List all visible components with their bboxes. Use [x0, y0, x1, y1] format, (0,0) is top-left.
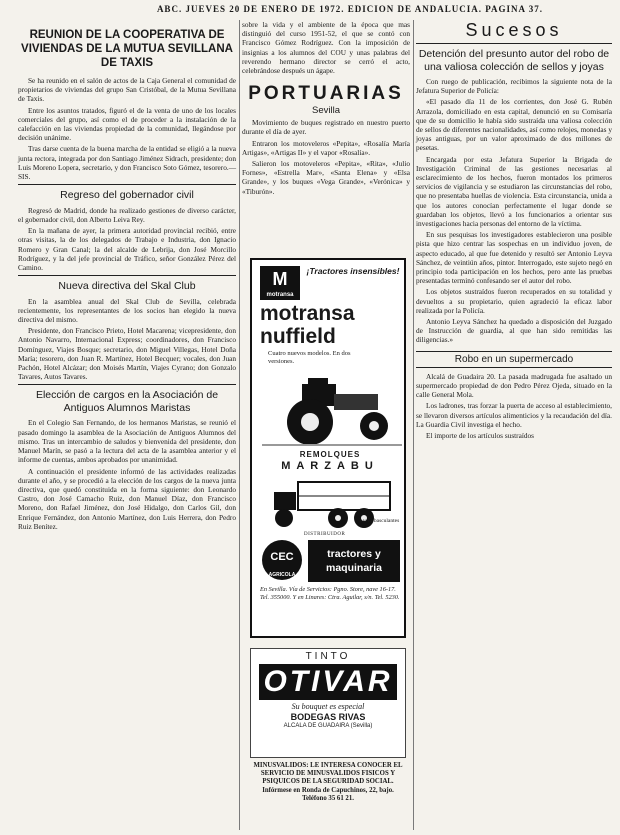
section-rule	[18, 275, 236, 276]
headline-portuarias: PORTUARIAS	[248, 83, 404, 105]
article-paragraph: Regresó de Madrid, donde ha realizado gestiones de diverso carácter, el gobernador civil, don Alberto Leiva Rey.	[18, 205, 236, 224]
advertisement-tractors	[250, 258, 406, 638]
article-paragraph: Se ha reunido en el salón de actos de la Caja General el comunidad de propietarios de viviendas del grupo San Cristóbal, de la Mutua Sevillana de Taxis.	[18, 76, 236, 104]
notice-minusvalidos: MINUSVALIDOS: LE INTERESA CONOCER EL SERVICIO DE MINUSVALIDOS FISICOS Y PSIQUICOS DE LA SEGURIDAD SOCIAL. Infórmese en Ronda de Capuchinos, 22, bajo. Teléfono 35 61 21.	[253, 762, 403, 802]
ad-bodegas: BODEGAS RIVAS	[290, 712, 366, 722]
article-paragraph: Entraron los motoveleros «Pepita», «Rosalía María Artigas», «Artigas II» y el vapor «Rosalía».	[242, 138, 410, 157]
article-paragraph: Antonio Leyva Sánchez ha quedado a disposición del Juzgado de Instrucción de guardia, al que han sido remitidas las diligencias.»	[416, 317, 612, 345]
column-right	[416, 20, 612, 442]
headline-robo-supermercado: Robo en un supermercado	[416, 351, 612, 368]
article-paragraph: Tras darse cuenta de la buena marcha de la entidad se eligió a la nueva junta rectora, integrada por don Santiago Jiménez Sidrach, presidente; don Luis Moreno Lopera, secretario, y don Francisco Soto Gómez, tesorero.—SIS.	[18, 144, 236, 182]
brand-name-nuffield: nuffield	[260, 325, 336, 348]
column-middle	[242, 20, 410, 198]
column-divider	[239, 20, 240, 830]
ad-tinto: TINTO	[305, 651, 351, 662]
ad-models-text: Cuatro nuevos modelos. En dos versiones.	[268, 350, 351, 365]
article-paragraph: Salieron los motoveleros «Pepita», «Rita», «Julio Fornes», «Estrella Mar», «Santa Elena» y «Elsa Grande», y los buques «Vega Grande», «Verónica» y «Tiburón».	[242, 159, 410, 196]
column-divider	[413, 20, 414, 830]
section-rule	[18, 384, 236, 385]
headline-skal-club: Nueva directiva del Skal Club	[58, 280, 196, 293]
section-rule	[18, 184, 236, 185]
cec-mark: CEC	[270, 551, 294, 563]
article-paragraph: A continuación el presidente informó de las actividades realizadas durante el año, y se procedió a la elección de los cargos de la nueva junta directiva, que quedó constituida en la forma siguiente: don Leonardo Castro, don José Camacho Ruiz, don Manuel Díaz, don Francisco Moreno, don Rafael Jiménez, don José Hidalgo, don Carlos Gil, don Enrique Fernández, don Antonio Martínez, don Luis Herrera, don Pedro Ruiz Benítez.	[18, 466, 236, 531]
cec-logo	[262, 540, 302, 580]
article-paragraph: «El pasado día 11 de los corrientes, don José G. Rubén Arrazola, domiciliado en esta capital, denunció en su Comisaría que de su domicilio le había sido sustraída una valiosa colección de sellos de diferentes nacionalidades, así como relojes, monedas y joyas antiguas, por un valor aproximado de dos millones de pesetas.	[416, 97, 612, 153]
article-paragraph: Los objetos sustraídos fueron recuperados en su totalidad y devueltos a su propietario, quien agradeció la eficaz labor realizada por la Policía.	[416, 287, 612, 315]
brand-logo	[260, 266, 300, 300]
ad-tm-line2: maquinaria	[325, 562, 383, 574]
article-paragraph: En sus pesquisas los investigadores establecieron una posible pista que hizo centrar las sospechas en un individuo joven, de aspecto educado, al que fue detenido y resultó ser Antonio Leyva Sánchez, de veintiún años, pintor. Interrogado, este sujeto negó en principio toda participación en los hechos, pero ante las pruebas presentadas terminó confesando ser el autor del robo.	[416, 230, 612, 286]
article-paragraph: En la mañana de ayer, la primera autoridad provincial recibió, entre otras visitas, la de los delegados de Trabajo e Industria, don Ignacio Romero y Gran Canal; la del alcalde de Lebrija, don José Morcillo Rodríguez, y la del jefe provincial de Tráfico, señor González Pérez del Camino.	[18, 226, 236, 272]
advertisement-wine	[250, 648, 406, 758]
article-paragraph: Entre los asuntos tratados, figuró el de la venta de uno de los locales comerciales del grupo, así como el de proceder a la instalación de la calefacción en las viviendas propiedad de la comunidad, llegándose por decisión unánime.	[18, 105, 236, 143]
article-paragraph: sobre la vida y el ambiente de la época que mas distinguió del curso 1951-52, el que se contó con Francisco Gómez Rodríguez. Con la imposición de insignias a los alumnos del COU y unas palabras del reverendo hermano director se cerró el acto, celebrándose después un ágape.	[242, 20, 410, 76]
brand-name-motransa: motransa	[260, 302, 355, 325]
logo-mark: M	[272, 269, 288, 289]
ad-address: En Sevilla. Vía de Servicios: Pgno. Store, nave 16-17. Tel. 355000. Y en Linares: Ctra. Aguilar, s/n. Tel. 5230.	[260, 586, 400, 601]
ad-tm-line1: tractores y	[327, 548, 381, 560]
article-paragraph: Los ladrones, tras forzar la puerta de acceso al establecimiento, se llevaron diversos artículos alimenticios y la recaudación del día. La Guardia Civil investiga el hecho.	[416, 401, 612, 429]
article-paragraph: El importe de los artículos sustraídos	[426, 430, 535, 440]
subhead-robo-sellos: Detención del presunto autor del robo de una valiosa colección de sellos y joyas	[418, 48, 610, 73]
subhead-sevilla: Sevilla	[312, 105, 340, 117]
article-paragraph: Encargada por esta Jefatura Superior la Brigada de Investigación Criminal de las gestiones necesarias al esclarecimiento de los hechos, fueron montados los primeros servicios de vigilancia y se estudiaron las circunstancias del robo, que no presentaba huellas de violencia. Esta circunstancia, unida a que los autores conocían perfectamente el lugar donde se guardaban los objetos, llevó a los funcionarios a orientar sus investigaciones hacia personas del entorno de la víctima.	[416, 154, 612, 229]
ad-remolques: REMOLQUES	[299, 450, 361, 459]
headline-cooperative: REUNION DE LA COOPERATIVA DE VIVIENDAS DE LA MUTUA SEVILLANA DE TAXIS	[21, 29, 233, 69]
article-paragraph: Presidente, don Francisco Prieto, Hotel Macarena; vicepresidente, don Antonio Navarro, Internacional Express; coordinadores, don Francisco Domínguez, Viajes Bosque; secretario, don Miguel Villegas, Hotel Doña María; tesorero, don Juan R. Martínez, Hotel Becquer; vocales, don Juan Pachón, Hotel Alcázar; don Moisés Martín, Viajes Cyrano; don Gonzalo Tavares, Autos Tavares.	[18, 326, 236, 382]
headline-sucesos: Sucesos	[416, 20, 612, 44]
page-masthead: ABC. JUEVES 20 DE ENERO DE 1972. EDICION DE ANDALUCIA. PAGINA 37.	[156, 4, 544, 14]
cec-sub: AGRICOLA	[268, 572, 296, 578]
ad-brand	[260, 302, 400, 348]
ad-bouquet: Su bouquet es especial	[291, 702, 365, 711]
ad-alcala: ALCALA DE GUADAIRA (Sevilla)	[283, 723, 373, 729]
ad-tagline: ¡Tractores insensibles!	[306, 266, 400, 276]
headline-governor: Regreso del gobernador civil	[60, 189, 194, 202]
logo-sub: motransa	[266, 292, 294, 298]
article-paragraph: Con ruego de publicación, recibimos la siguiente nota de la Jefatura Superior de Policía:	[416, 77, 612, 96]
ad-distribuidor: DISTRIBUIDOR	[304, 532, 346, 537]
headline-maristas: Elección de cargos en la Asociación de Antiguos Alumnos Maristas	[35, 389, 219, 414]
article-paragraph: Alcalá de Guadaira 20. La pasada madrugada fue asaltado un supermercado propiedad de don Pedro Pérez Ojeda, situado en la calle General Mola.	[416, 371, 612, 400]
ad-otivar: OTIVAR	[259, 664, 397, 700]
ad-basculantes: 3 y 12 basculantes	[358, 518, 400, 524]
ad-tractores-maquinaria	[308, 540, 400, 582]
article-paragraph: En la asamblea anual del Skal Club de Sevilla, celebrada recientemente, los representantes de los socios han elegido la nueva directiva del mismo.	[18, 296, 236, 325]
column-left	[18, 20, 236, 533]
article-paragraph: En el Colegio San Fernando, de los hermanos Maristas, se reunió el pasado domingo la asamblea de la Asociación de Antiguos Alumnos del mismo. Tras un intercambio de saludos y bienvenida del presidente, don Manuel Marín, se pasó a la lectura del acta de la asamblea anterior y el informe de cuentas, ambos aprobados por unanimidad.	[18, 418, 236, 465]
tractor-illustration	[262, 370, 402, 448]
ad-marzabu: MARZABU	[281, 460, 379, 472]
article-paragraph: Movimiento de buques registrado en nuestro puerto durante el día de ayer.	[242, 118, 410, 137]
